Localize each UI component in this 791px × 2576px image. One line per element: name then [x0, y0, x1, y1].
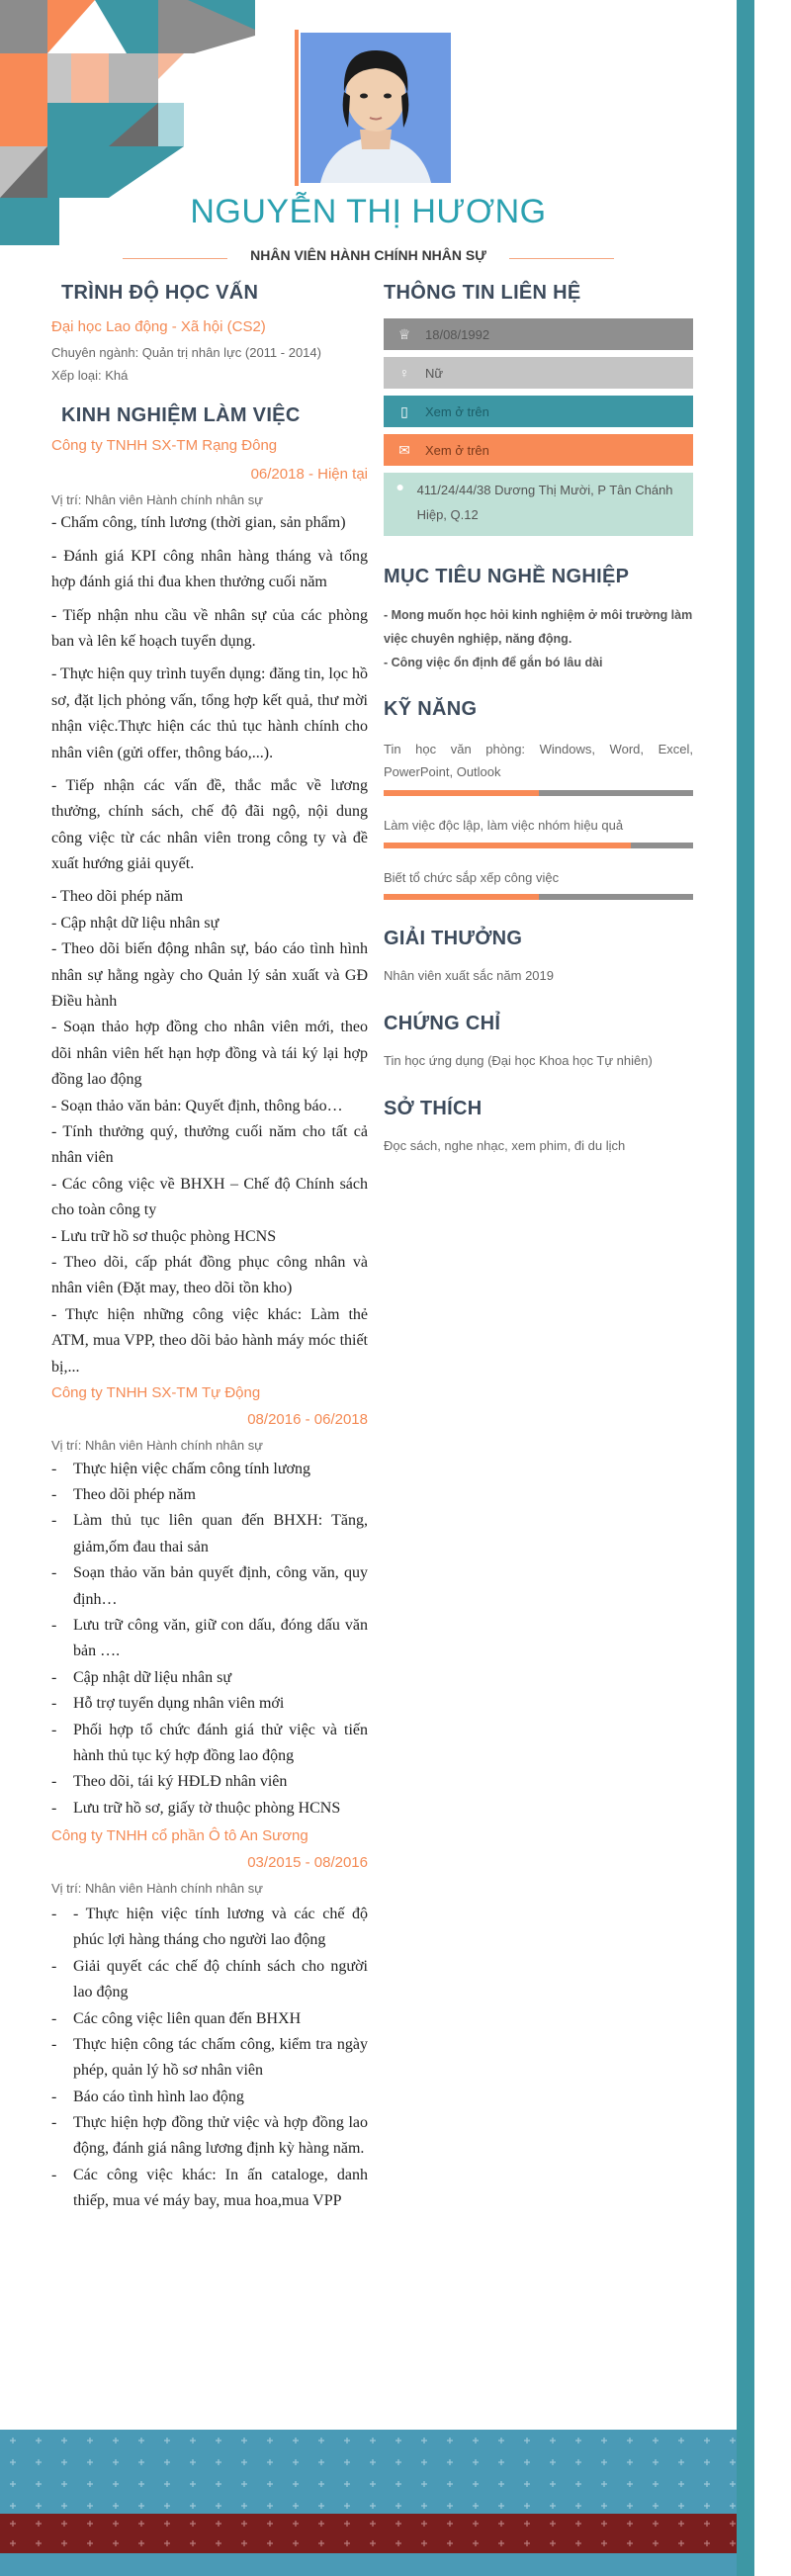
list-item: - Thực hiện những công việc khác: Làm thẻ ATM, mua VPP, theo dõi bảo hành máy móc thiết bị,...	[51, 1305, 368, 1376]
job2-role: Vị trí: Nhân viên Hành chính nhân sự	[51, 1437, 263, 1453]
list-item: - Cập nhật dữ liệu nhân sự	[51, 1668, 231, 1686]
list-item: - Giải quyết các chế độ chính sách cho người lao động	[51, 1957, 368, 2001]
list-item: - Cập nhật dữ liệu nhân sự	[51, 914, 220, 932]
job2-period: 08/2016 - 06/2018	[247, 1410, 368, 1428]
list-item: - Theo dõi phép năm	[51, 888, 184, 906]
email-value: Xem ở trên	[425, 442, 489, 458]
certificates-heading: CHỨNG CHỈ	[384, 1013, 501, 1035]
objective-line: - Mong muốn học hỏi kinh nghiệm ở môi trường làm việc chuyên nghiệp, năng động.	[384, 608, 693, 646]
objective-text	[384, 604, 693, 674]
education-school: Đại học Lao động - Xã hội (CS2)	[51, 318, 266, 335]
list-item: - Hỗ trợ tuyển dụng nhân viên mới	[51, 1695, 285, 1713]
list-item: - Tiếp nhận các vấn đề, thắc mắc về lương thưởng, chính sách, chế độ đãi ngộ, nội dung công việc từ các nhân viên trong công ty và đề xuất hướng giải quyết.	[51, 776, 368, 873]
list-item: - Thực hiện hợp đồng thử việc và hợp đồng lao động, đánh giá nâng lương định kỳ hàng năm.	[51, 2114, 368, 2158]
birthday-value: 18/08/1992	[425, 326, 490, 342]
list-item: - Lưu trữ hồ sơ, giấy tờ thuộc phòng HCNS	[51, 1799, 341, 1817]
list-item: - Thực hiện công tác chấm công, kiểm tra ngày phép, quản lý hồ sơ nhân viên	[51, 2035, 368, 2080]
job3-company: Công ty TNHH cổ phần Ô tô An Sương	[51, 1827, 308, 1845]
left-column	[51, 282, 368, 2215]
gender-value: Nữ	[425, 365, 444, 381]
list-item: - Tính thưởng quý, thưởng cuối năm cho tất cả nhân viên	[51, 1122, 368, 1167]
list-item: - Thực hiện việc chấm công tính lương	[51, 1460, 310, 1477]
experience-heading: KINH NGHIỆM LÀM VIỆC	[61, 403, 301, 426]
awards-text: Nhân viên xuất sắc năm 2019	[384, 968, 554, 984]
skills-heading: KỸ NĂNG	[384, 698, 478, 721]
skill-bar	[384, 790, 693, 796]
footer-red-band	[0, 2514, 737, 2553]
right-accent-bar	[737, 0, 754, 2576]
contact-birthday	[384, 318, 693, 350]
job3-role: Vị trí: Nhân viên Hành chính nhân sự	[51, 1881, 263, 1897]
job1-duties-continued	[51, 884, 368, 1379]
skill-bar	[384, 894, 693, 900]
objective-heading: MỤC TIÊU NGHỀ NGHIỆP	[384, 566, 630, 587]
education-rank: Xếp loại: Khá	[51, 367, 129, 383]
certificates-text: Tin học ứng dụng (Đại học Khoa học Tự nhiên)	[384, 1053, 653, 1069]
address-value: 411/24/44/38 Dương Thị Mười, P Tân Chánh Hiệp, Q.12	[416, 483, 673, 522]
job1-role: Vị trí: Nhân viên Hành chính nhân sự	[51, 491, 263, 507]
list-item: - Các công việc khác: In ấn cataloge, danh thiếp, mua vé máy bay, mua hoa,mua VPP	[51, 2166, 368, 2210]
list-item: - Làm thủ tục liên quan đến BHXH: Tăng, giảm,ốm đau thai sản	[51, 1512, 368, 1555]
job2-duties	[51, 1457, 368, 1821]
list-item: - Theo dõi, tái ký HĐLĐ nhân viên	[51, 1773, 288, 1791]
list-item: - Soạn thảo văn bản quyết định, công văn, quy định…	[51, 1564, 368, 1608]
subtitle-divider-right	[509, 258, 614, 259]
contact-heading: THÔNG TIN LIÊN HỆ	[384, 282, 581, 304]
job1-period: 06/2018 - Hiện tại	[250, 465, 368, 483]
map-pin-icon: ●	[396, 479, 405, 494]
job-title: NHÂN VIÊN HÀNH CHÍNH NHÂN SỰ	[250, 247, 486, 263]
contact-phone	[384, 396, 693, 427]
contact-gender	[384, 357, 693, 389]
right-margin	[754, 0, 791, 2576]
list-item: - Theo dõi, cấp phát đồng phục công nhân và nhân viên (Đặt may, theo dõi tồn kho)	[51, 1253, 368, 1297]
list-item: - Theo dõi biến động nhân sự, báo cáo tình hình nhân sự hằng ngày cho Quản lý sản xuất và GĐ Điều hành	[51, 940, 368, 1011]
birthday-cake-icon: ♕	[397, 325, 411, 342]
skill-bar	[384, 843, 693, 848]
skill-fill	[384, 894, 539, 900]
job1-company: Công ty TNHH SX-TM Rạng Đông	[51, 436, 278, 454]
job2-company: Công ty TNHH SX-TM Tự Động	[51, 1383, 261, 1401]
list-item: - Tiếp nhận nhu cầu về nhân sự của các phòng ban và lên kế hoạch tuyển dụng.	[51, 606, 368, 650]
list-item: - Lưu trữ hồ sơ thuộc phòng HCNS	[51, 1227, 277, 1245]
job3-duties	[51, 1902, 368, 2215]
right-column	[384, 282, 693, 1157]
skill-label: Biết tổ chức sắp xếp công việc	[384, 869, 560, 885]
skill-label: Tin học văn phòng: Windows, Word, Excel, PowerPoint, Outlook	[384, 742, 693, 779]
job1-duties	[51, 510, 368, 877]
contact-address	[384, 473, 693, 536]
list-item: - Các công việc liên quan đến BHXH	[51, 2009, 302, 2027]
list-item: - Thực hiện quy trình tuyển dụng: đăng tin, lọc hồ sơ, đặt lịch phỏng vấn, tổng hợp kết quả, thư mời nhận việc.Thực hiện các thủ tục hành chính cho nhân viên (gửi offer, thông báo,...).	[51, 666, 368, 761]
list-item: - Soạn thảo hợp đồng cho nhân viên mới, theo dõi nhân viên hết hạn hợp đồng và tái ký lại hợp đồng lao động	[51, 1019, 368, 1089]
gender-icon: ♀	[398, 365, 410, 381]
candidate-name: NGUYỄN THỊ HƯƠNG	[190, 193, 547, 230]
list-item: - Phối hợp tổ chức đánh giá thử việc và tiến hành thủ tục ký hợp đồng lao động	[51, 1721, 368, 1764]
hobbies-heading: SỞ THÍCH	[384, 1097, 483, 1119]
profile-photo-frame	[295, 30, 453, 186]
profile-photo	[301, 33, 451, 183]
education-major: Chuyên ngành: Quản trị nhân lực (2011 - 2014)	[51, 345, 321, 360]
skills-list	[384, 739, 693, 900]
list-item: - Lưu trữ công văn, giữ con dấu, đóng dấu văn bản ….	[51, 1617, 368, 1660]
contact-email	[384, 434, 693, 466]
job3-period: 03/2015 - 08/2016	[247, 1854, 368, 1872]
list-item: - - Thực hiện việc tính lương và các chế độ phúc lợi hàng tháng cho người lao động	[51, 1905, 368, 1949]
list-item: - Các công việc về BHXH – Chế độ Chính sách cho toàn công ty	[51, 1175, 368, 1219]
list-item: - Soạn thảo văn bản: Quyết định, thông báo…	[51, 1097, 343, 1114]
envelope-icon: ✉	[398, 441, 410, 458]
awards-heading: GIẢI THƯỞNG	[384, 928, 523, 950]
phone-value: Xem ở trên	[425, 403, 489, 419]
hobbies-text: Đọc sách, nghe nhạc, xem phim, đi du lịch	[384, 1137, 626, 1153]
objective-line: - Công việc ổn định để gắn bó lâu dài	[384, 655, 603, 669]
phone-icon: ▯	[400, 402, 408, 419]
list-item: - Chấm công, tính lương (thời gian, sản phẩm)	[51, 514, 346, 532]
footer-pattern-band	[0, 2430, 737, 2514]
education-heading: TRÌNH ĐỘ HỌC VẤN	[61, 282, 259, 304]
photo-accent-bar	[295, 30, 299, 186]
footer-bottom-band	[0, 2553, 737, 2576]
list-item: - Báo cáo tình hình lao động	[51, 2087, 244, 2105]
skill-label: Làm việc độc lập, làm việc nhóm hiệu quả	[384, 817, 624, 833]
skill-fill	[384, 843, 631, 848]
list-item: - Đánh giá KPI công nhân hàng tháng và tổng hợp đánh giá thi đua khen thưởng cuối năm	[51, 547, 368, 591]
list-item: - Theo dõi phép năm	[51, 1486, 196, 1504]
skill-fill	[384, 790, 539, 796]
